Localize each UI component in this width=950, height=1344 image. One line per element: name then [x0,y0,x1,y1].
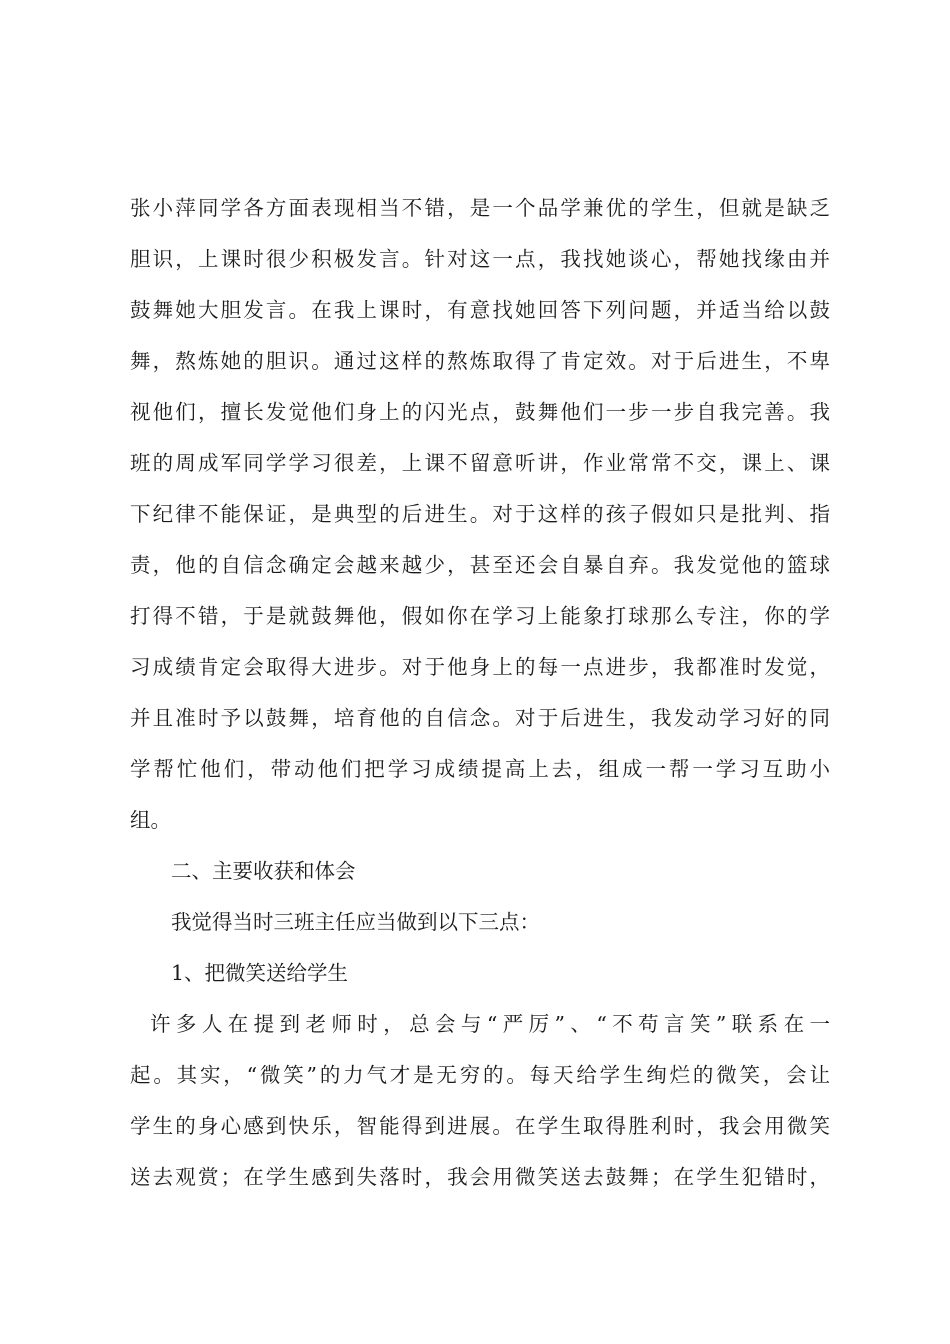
point-heading: 1、把微笑送给学生 [171,961,349,985]
text-line: 打得不错，于是就鼓舞他，假如你在学习上能象打球那么专注，你的学 [130,604,830,628]
text-line: 并且准时予以鼓舞，培育他的自信念。对于后进生，我发动学习好的同 [130,706,830,730]
text-line: 胆识，上课时很少积极发言。针对这一点，我找她谈心，帮她找缘由并 [130,247,830,271]
text-line: 舞，熬炼她的胆识。通过这样的熬炼取得了肯定效。对于后进生，不卑 [130,349,830,373]
text-line: 视他们，擅长发觉他们身上的闪光点，鼓舞他们一步一步自我完善。我 [130,400,830,424]
text-line: 班的周成军同学学习很差，上课不留意听讲，作业常常不交，课上、课 [130,451,830,475]
text-line: 习成绩肯定会取得大进步。对于他身上的每一点进步，我都准时发觉， [130,655,830,679]
text-line: 送去观赏；在学生感到失落时，我会用微笑送去鼓舞；在学生犯错时， [130,1165,830,1189]
section-heading: 二、主要收获和体会 [171,859,356,883]
text-line: 下纪律不能保证，是典型的后进生。对于这样的孩子假如只是批判、指 [130,502,830,526]
text-line: 学生的身心感到快乐，智能得到进展。在学生取得胜利时，我会用微笑 [130,1114,830,1138]
text-line: 起。其实，“微笑”的力气才是无穷的。每天给学生绚烂的微笑，会让 [130,1063,830,1087]
text-line: 张小萍同学各方面表现相当不错，是一个品学兼优的学生，但就是缺乏 [130,196,830,220]
text-line: 责，他的自信念确定会越来越少，甚至还会自暴自弃。我发觉他的篮球 [130,553,830,577]
text-line: 许多人在提到老师时，总会与“严厉”、“不苟言笑”联系在一 [150,1012,830,1036]
text-line: 组。 [130,808,171,832]
text-line: 鼓舞她大胆发言。在我上课时，有意找她回答下列问题，并适当给以鼓 [130,298,830,322]
text-line: 学帮忙他们，带动他们把学习成绩提高上去，组成一帮一学习互助小 [130,757,830,781]
intro-line: 我觉得当时三班主任应当做到以下三点： [171,910,540,934]
